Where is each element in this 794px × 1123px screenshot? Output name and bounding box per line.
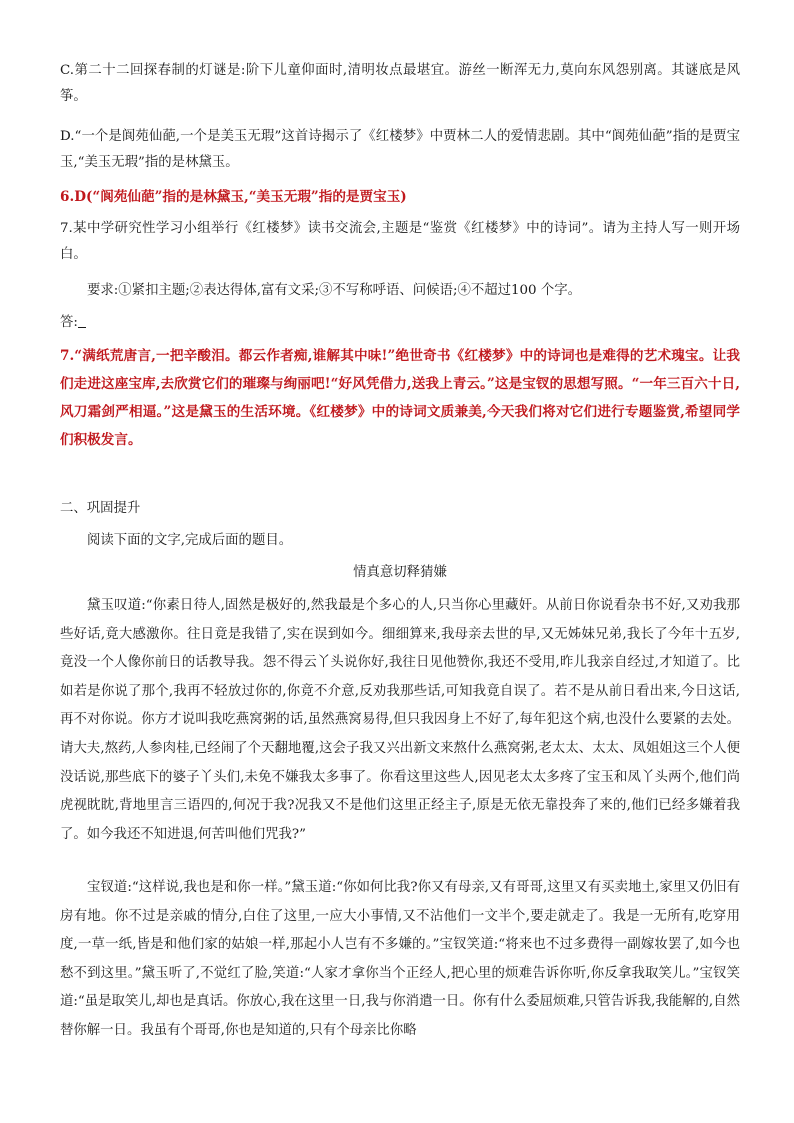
q6-answer: 6.D(“阆苑仙葩”指的是林黛玉,“美玉无瑕”指的是贾宝玉) — [60, 189, 407, 205]
q5-option-d: D.“一个是阆苑仙葩,一个是美玉无瑕”这首诗揭示了《红楼梦》中贾林二人的爱情悲剧。其中“阆苑仙葩”指的是贾宝玉,“美玉无瑕”指的是林黛玉。 — [60, 129, 740, 170]
q7-answer: 7.“满纸荒唐言,一把辛酸泪。都云作者痴,谁解其中味!”绝世奇书《红楼梦》中的诗词也是难得的艺术瑰宝。让我们走进这座宝库,去欣赏它们的璀璨与绚丽吧!“好风凭借力,送我上青云。”这是宝钗的思想写照。“一年三百六十日,风刀霜剑严相逼。”这是黛玉的生活环境。《红楼梦》中的诗词文质兼美,今天我们将对它们进行专题鉴赏,希望同学们积极发言。 — [60, 348, 740, 448]
passage-paragraph-2: 宝钗道:“这样说,我也是和你一样。”黛玉道:“你如何比我?你又有母亲,又有哥哥,这里又有买卖地土,家里又仍旧有房有地。你不过是亲戚的情分,白住了这里,一应大小事情,又不沾他们一文半个,要走就走了。我是一无所有,吃穿用度,一草一纸,皆是和他们家的姑娘一样,那起小人岂有不多嫌的。”宝钗笑道:“将来也不过多费得一副嫁妆罢了,如今也愁不到这里。”黛玉听了,不觉红了脸,笑道:“人家才拿你当个正经人,把心里的烦难告诉你听,你反拿我取笑儿。”宝钗笑道:“虽是取笑儿,却也是真话。你放心,我在这里一日,我与你消遣一日。你有什么委屈烦难,只管告诉我,我能解的,自然替你解一日。我虽有个哥哥,你也是知道的,只有个母亲比你略 — [60, 880, 740, 1038]
passage-title: 情真意切释猜嫌 — [353, 565, 447, 580]
passage-paragraph-1: 黛玉叹道:“你素日待人,固然是极好的,然我最是个多心的人,只当你心里藏奸。从前日你说看杂书不好,又劝我那些好话,竟大感激你。往日竟是我错了,实在误到如今。细细算来,我母亲去世的早,又无姊妹兄弟,我长了今年十五岁,竟没一个人像你前日的话教导我。怨不得云丫头说你好,我往日见他赞你,我还不受用,昨儿我亲自经过,才知道了。比如若是你说了那个,我再不轻放过你的,你竟不介意,反劝我那些话,可知我竟自误了。若不是从前日看出来,今日这话,再不对你说。你方才说叫我吃燕窝粥的话,虽然燕窝易得,但只我因身上不好了,每年犯这个病,也没什么要紧的去处。请大夫,熬药,人参肉桂,已经闹了个天翻地覆,这会子我又兴出新文来熬什么燕窝粥,老太太、太太、凤姐姐这三个人便没话说,那些底下的婆子丫头们,未免不嫌我太多事了。你看这里这些人,因见老太太多疼了宝玉和凤丫头两个,他们尚虎视眈眈,背地里言三语四的,何况于我?况我又不是他们这里正经主子,原是无依无靠投奔了来的,他们已经多嫌着我了。如今我还不知进退,何苦叫他们咒我?” — [60, 598, 740, 842]
q5-option-c: C.第二十二回探春制的灯谜是:阶下儿童仰面时,清明妆点最堪宜。游丝一断浑无力,莫向东风怨别离。其谜底是风筝。 — [60, 63, 740, 104]
section-heading: 二、巩固提升 — [60, 501, 141, 516]
answer-blank — [78, 313, 86, 328]
q7-answer-line — [60, 310, 740, 336]
answer-label: 答: — [60, 315, 78, 330]
reading-instruction: 阅读下面的文字,完成后面的题目。 — [87, 533, 293, 548]
q7-requirements: 要求:①紧扣主题;②表达得体,富有文采;③不写称呼语、问候语;④不超过100 个字。 — [87, 283, 582, 298]
q7-question: 7.某中学研究性学习小组举行《红楼梦》读书交流会,主题是“鉴赏《红楼梦》中的诗词”。请为主持人写一则开场白。 — [60, 221, 740, 262]
